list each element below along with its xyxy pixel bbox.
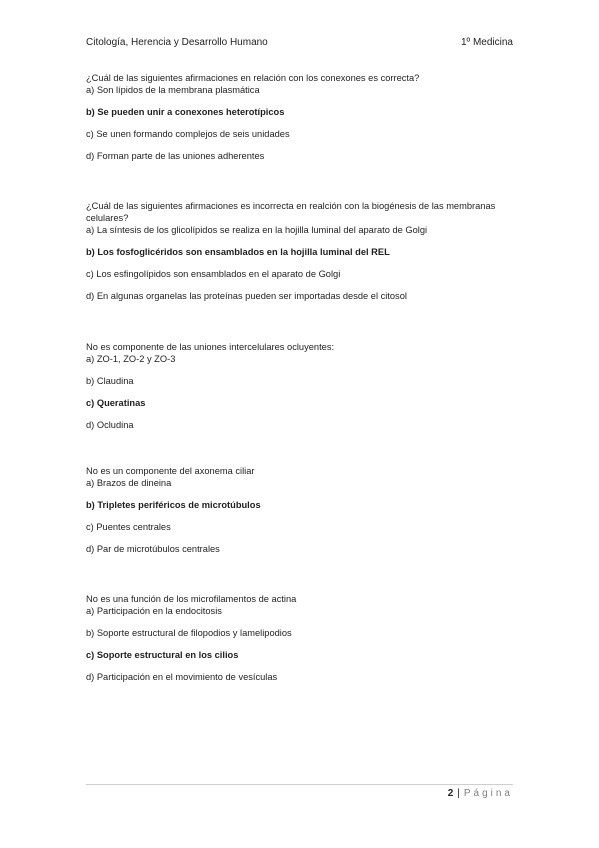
page-footer xyxy=(448,788,513,799)
option-b-correct: b) Se pueden unir a conexones heterotípicos xyxy=(86,107,285,117)
option-b: b) Soporte estructural de filopodios y lamelipodios xyxy=(86,628,292,638)
footer-divider xyxy=(86,784,513,785)
question-stem: ¿Cuál de las siguientes afirmaciones es incorrecta en realción con la biogénesis de las membranas celulares? xyxy=(86,201,496,223)
option-c-correct: c) Soporte estructural en los cilios xyxy=(86,650,239,660)
option-a: a) La síntesis de los glicolípidos se realiza en la hojilla luminal del aparato de Golgi xyxy=(86,225,428,235)
question-5 xyxy=(86,593,506,683)
question-3 xyxy=(86,341,506,431)
page-label: Página xyxy=(463,788,513,799)
option-c: c) Se unen formando complejos de seis unidades xyxy=(86,129,290,139)
option-d: d) Forman parte de las uniones adherentes xyxy=(86,151,265,161)
question-4 xyxy=(86,465,506,555)
page-number: 2 xyxy=(447,788,454,799)
option-b: b) Claudina xyxy=(86,376,134,386)
option-d: d) Participación en el movimiento de vesículas xyxy=(86,672,278,682)
option-b-correct: b) Los fosfoglicéridos son ensamblados en la hojilla luminal del REL xyxy=(86,247,390,257)
option-a: a) Participación en la endocitosis xyxy=(86,606,222,616)
option-b-correct: b) Tripletes periféricos de microtúbulos xyxy=(86,500,261,510)
question-stem: No es componente de las uniones intercelulares ocluyentes: xyxy=(86,342,335,352)
option-c: c) Los esfingolípidos son ensamblados en el aparato de Golgi xyxy=(86,269,341,279)
option-a: a) ZO-1, ZO-2 y ZO-3 xyxy=(86,354,176,364)
course-year: 1º Medicina xyxy=(460,37,513,48)
footer-separator: | xyxy=(457,788,460,799)
question-1 xyxy=(86,72,506,162)
question-stem: ¿Cuál de las siguientes afirmaciones en relación con los conexones es correcta? xyxy=(86,73,420,83)
question-stem: No es una función de los microfilamentos de actina xyxy=(86,594,297,604)
page-header xyxy=(86,37,513,48)
question-2 xyxy=(86,200,506,302)
question-stem: No es un componente del axonema ciliar xyxy=(86,466,255,476)
option-d: d) En algunas organelas las proteínas pueden ser importadas desde el citosol xyxy=(86,291,407,301)
option-d: d) Ocludina xyxy=(86,420,134,430)
course-title: Citología, Herencia y Desarrollo Humano xyxy=(86,37,268,48)
option-a: a) Son lípidos de la membrana plasmática xyxy=(86,85,260,95)
option-c: c) Puentes centrales xyxy=(86,522,171,532)
option-a: a) Brazos de dineina xyxy=(86,478,172,488)
option-c-correct: c) Queratinas xyxy=(86,398,146,408)
option-d: d) Par de microtúbulos centrales xyxy=(86,544,220,554)
